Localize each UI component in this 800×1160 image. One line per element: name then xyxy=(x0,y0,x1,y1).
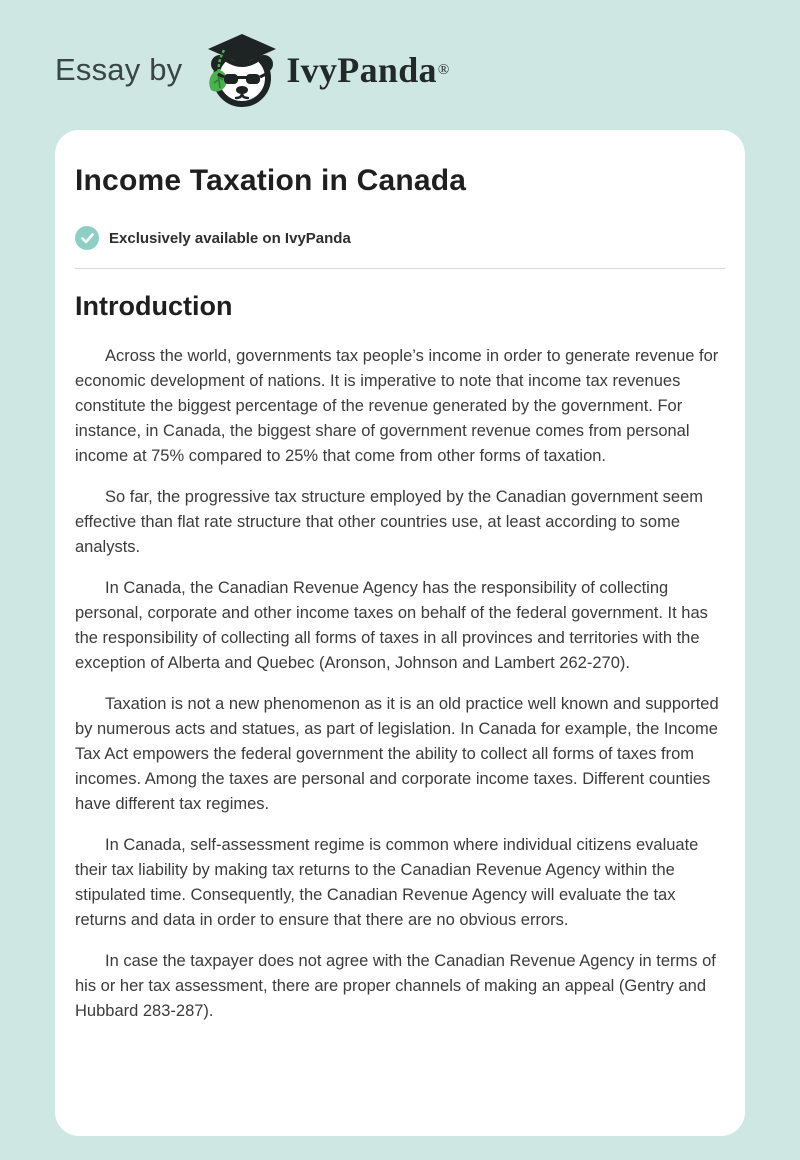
essay-by-label: Essay by xyxy=(55,52,183,87)
essay-card xyxy=(55,130,745,1136)
site-header xyxy=(0,0,800,130)
brand-name: IvyPanda xyxy=(286,50,437,90)
paragraph-1: Across the world, governments tax people’s income in order to generate revenue for economic development of nations. It is imperative to note that income tax revenues constitute the biggest percentage of the revenue generated by the government. For instance, in Canada, the biggest share of government revenue comes from personal income at 75% compared to 25% that come from other forms of taxation. xyxy=(75,347,719,465)
paragraph-2: So far, the progressive tax structure employed by the Canadian government seem effective than flat rate structure that other countries use, at least according to some analysts. xyxy=(75,488,703,556)
ivypanda-logo[interactable] xyxy=(202,30,449,110)
essay-title: Income Taxation in Canada xyxy=(75,164,467,197)
divider xyxy=(75,268,725,269)
paragraph-3: In Canada, the Canadian Revenue Agency has the responsibility of collecting personal, corporate and other income taxes on behalf of the federal government. It has the responsibility of collecting all forms of taxes in all provinces and territories with the exception of Alberta and Quebec (Aronson, Johnson and Lambert 262-270). xyxy=(75,579,708,672)
paragraph-6: In case the taxpayer does not agree with the Canadian Revenue Agency in terms of his or her tax assessment, there are proper channels of making an appeal (Gentry and Hubbard 283-287). xyxy=(75,952,716,1020)
paragraph-5: In Canada, self-assessment regime is common where individual citizens evaluate their tax liability by making tax returns to the Canadian Revenue Agency within the stipulated time. Consequently, the Canadian Revenue Agency will evaluate the tax returns and data in order to ensure that there are no obvious errors. xyxy=(75,836,699,929)
section-heading-introduction: Introduction xyxy=(75,291,233,321)
paragraph-4: Taxation is not a new phenomenon as it is an old practice well known and supported by numerous acts and statues, as part of legislation. In Canada for example, the Income Tax Act empowers the federal government the ability to collect all forms of taxes from incomes. Among the taxes are personal and corporate income taxes. Different counties have different tax regimes. xyxy=(75,695,719,813)
availability-badge xyxy=(75,226,725,250)
registered-trademark: ® xyxy=(437,61,450,78)
availability-text: Exclusively available on IvyPanda xyxy=(109,229,351,247)
check-circle-icon xyxy=(75,226,99,250)
panda-graduate-logo-icon xyxy=(202,30,280,110)
